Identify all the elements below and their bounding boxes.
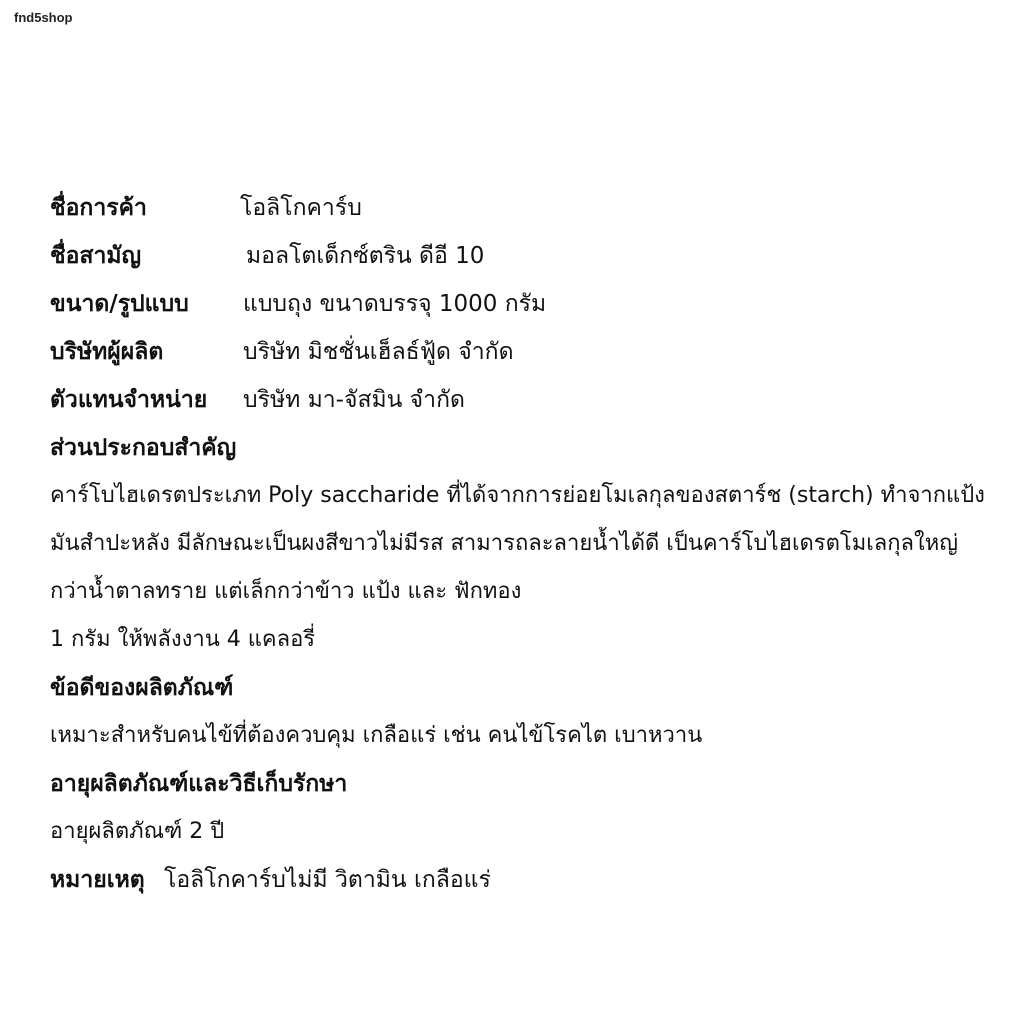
- spec-value: โอลิโกคาร์บ: [240, 195, 362, 221]
- spec-label: บริษัทผู้ผลิต: [50, 339, 164, 365]
- spec-row-trade-name: [50, 193, 362, 223]
- ingredients-line: 1 กรัม ให้พลังงาน 4 แคลอรี่: [50, 627, 316, 652]
- ingredients-heading: ส่วนประกอบสำคัญ: [50, 435, 237, 461]
- spec-label: ขนาด/รูปแบบ: [50, 291, 189, 317]
- benefits-text: เหมาะสำหรับคนไข้ที่ต้องควบคุม เกลือแร่ เช่น คนไข้โรคไต เบาหวาน: [50, 723, 703, 748]
- spec-value: บริษัท มา-จัสมิน จำกัด: [243, 387, 465, 413]
- spec-value: มอลโตเด็กซ์ตริน ดีอี 10: [246, 243, 485, 269]
- spec-row-manufacturer: [50, 337, 514, 367]
- spec-label: ตัวแทนจำหน่าย: [50, 387, 208, 413]
- note-text: โอลิโกคาร์บไม่มี วิตามิน เกลือแร่: [164, 867, 491, 893]
- spec-label: ชื่อการค้า: [50, 195, 147, 221]
- ingredients-line: กว่าน้ำตาลทราย แต่เล็กกว่าข้าว แป้ง และ ฟักทอง: [50, 579, 522, 604]
- spec-row-distributor: [50, 385, 465, 415]
- note-row: [50, 865, 491, 895]
- shelf-life-text: อายุผลิตภัณฑ์ 2 ปี: [50, 819, 225, 844]
- benefits-heading: ข้อดีของผลิตภัณฑ์: [50, 675, 234, 701]
- spec-value: แบบถุง ขนาดบรรจุ 1000 กรัม: [243, 291, 547, 317]
- ingredients-line: คาร์โบไฮเดรตประเภท Poly saccharide ที่ได้จากการย่อยโมเลกุลของสตาร์ช (starch) ทำจากแป้ง: [50, 483, 985, 508]
- spec-value: บริษัท มิชชั่นเฮ็ลธ์ฟู้ด จำกัด: [243, 339, 514, 365]
- note-label: หมายเหตุ: [50, 867, 145, 893]
- spec-label: ชื่อสามัญ: [50, 243, 142, 269]
- ingredients-line: มันสำปะหลัง มีลักษณะเป็นผงสีขาวไม่มีรส สามารถละลายน้ำได้ดี เป็นคาร์โบไฮเดรตโมเลกุลใหญ่: [50, 531, 959, 556]
- shelf-life-heading: อายุผลิตภัณฑ์และวิธีเก็บรักษา: [50, 771, 348, 797]
- shop-watermark: fnd5shop: [14, 10, 73, 25]
- spec-row-size-format: [50, 289, 547, 319]
- spec-row-common-name: [50, 241, 485, 271]
